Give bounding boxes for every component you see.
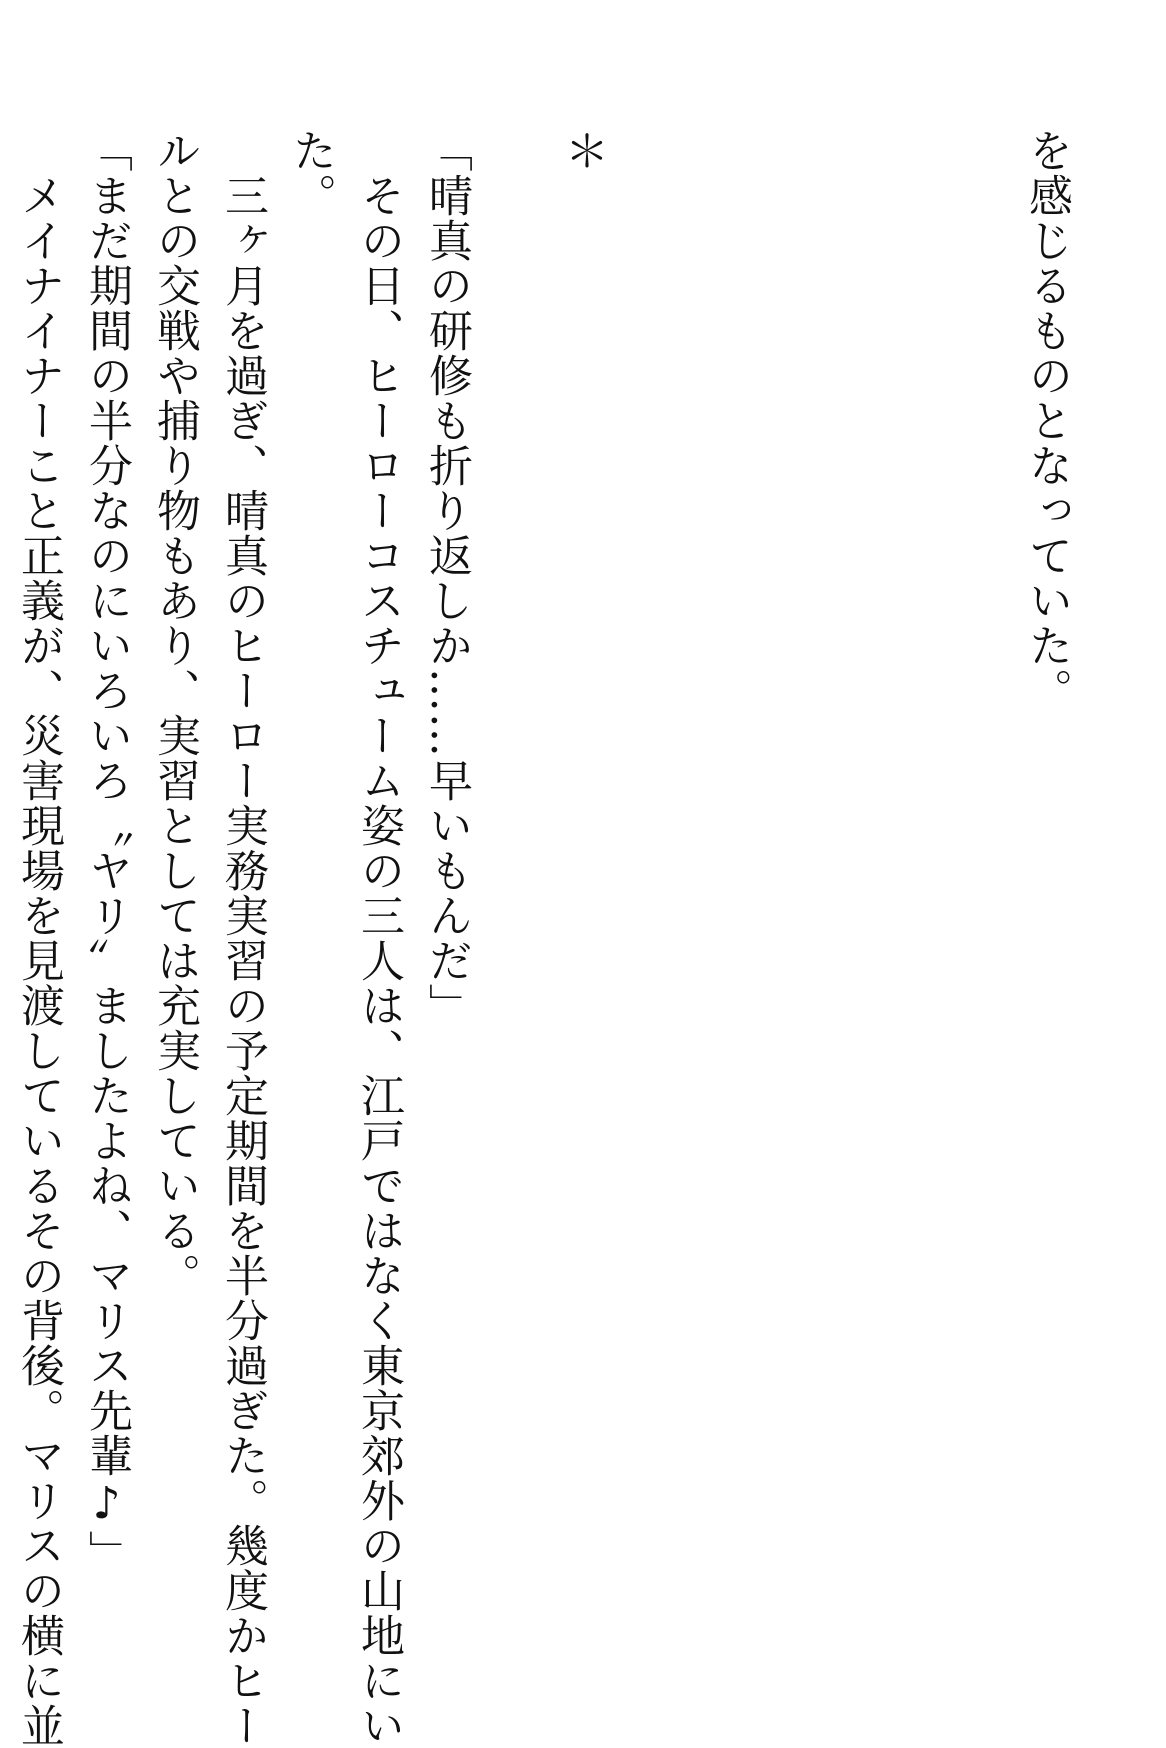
text-line-5: 三ヶ月を過ぎ、晴真のヒーロー実務実習の予定期間を半分過ぎた。幾度かヒー: [217, 128, 268, 1748]
text-line-7: 「まだ期間の半分なのにいろいろ〝ヤリ〟ましたよね、マリス先輩♪」: [81, 128, 132, 1575]
text-line-3: その日、ヒーローコスチューム姿の三人は、江戸ではなく東京郊外の山地にい: [353, 128, 404, 1748]
text-line-8: メイナイナーこと正義が、災害現場を見渡しているその背後。マリスの横に並: [13, 128, 64, 1748]
text-line-2: 「晴真の研修も折り返しか……早いもんだ」: [421, 128, 472, 1028]
section-break-asterisk: ＊: [557, 128, 608, 173]
text-line-9: [0, 128, 4, 1548]
vertical-text-body: [0, 128, 1080, 1748]
text-line-6: ルとの交戦や捕り物もあり、実習としては充実している。: [149, 128, 200, 1298]
text-line-1: を感じるものとなっていた。: [1021, 128, 1072, 713]
text-line-4: た。: [285, 128, 336, 218]
